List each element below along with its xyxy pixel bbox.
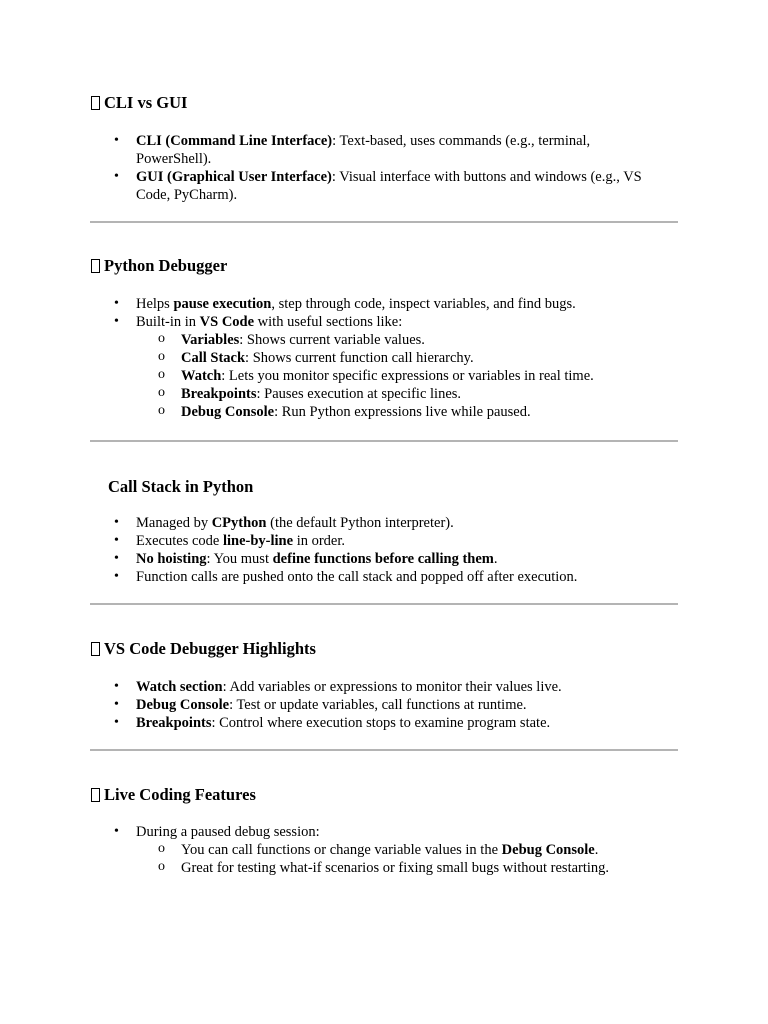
bullet-list [0, 823, 768, 877]
list-item: • Executes code line-by-line in order. [114, 533, 346, 549]
section-heading-cli-vs-gui: CLI vs GUI [91, 93, 187, 113]
section-heading-live-coding: Live Coding Features [91, 785, 256, 805]
horizontal-rule [90, 603, 678, 605]
list-item: • Built-in in VS Code with useful sections like: o Variables: Shows current variable values. o Call Stack: Shows current function call hierarchy. o Watch: Lets you monitor specific expressions or variables in real time. o Breakpoints: Pauses execution at specific lines. o Debug Console: Run Python expressions live while paused. [0, 313, 666, 421]
sub-list-item: o Breakpoints: Pauses execution at specific lines. [158, 385, 462, 402]
sub-list-item: o Call Stack: Shows current function call hierarchy. [158, 349, 474, 366]
sub-list-item: o Great for testing what-if scenarios or fixing small bugs without restarting. [158, 859, 610, 876]
bullet-list [0, 678, 768, 732]
section-heading-python-debugger: Python Debugger [91, 256, 227, 276]
list-item: • CLI (Command Line Interface): Text-based, uses commands (e.g., terminal, PowerShell). [114, 133, 591, 167]
bullet-icon: • [114, 697, 119, 712]
sub-bullet-icon: o [158, 349, 165, 364]
bullet-list [0, 514, 768, 586]
sub-bullet-icon: o [158, 403, 165, 418]
list-item: • Watch section: Add variables or expressions to monitor their values live. [114, 679, 562, 695]
sub-bullet-icon: o [158, 367, 165, 382]
list-item: • Debug Console: Test or update variables, call functions at runtime. [114, 697, 527, 713]
sub-bullet-icon: o [158, 331, 165, 346]
bullet-icon: • [114, 569, 119, 584]
sub-bullet-list [136, 331, 666, 421]
sub-bullet-icon: o [158, 859, 165, 874]
sub-bullet-icon: o [158, 385, 165, 400]
missing-glyph-icon [91, 788, 100, 802]
section-heading-call-stack: Call Stack in Python [108, 477, 254, 496]
sub-bullet-icon: o [158, 841, 165, 856]
horizontal-rule [90, 749, 678, 751]
list-item: • Helps pause execution, step through code, inspect variables, and find bugs. [114, 296, 576, 312]
horizontal-rule [90, 440, 678, 442]
missing-glyph-icon [91, 96, 100, 110]
list-item: • During a paused debug session: o You can call functions or change variable values in the Debug Console. o Great for testing what-if scenarios or fixing small bugs without restarting. [0, 823, 666, 877]
sub-bullet-list [136, 841, 666, 877]
list-item: • No hoisting: You must define functions before calling them. [114, 551, 498, 567]
bullet-icon: • [114, 679, 119, 694]
bullet-list [0, 295, 768, 421]
sub-list-item: o Variables: Shows current variable values. [158, 331, 425, 348]
sub-list-item: o You can call functions or change variable values in the Debug Console. [158, 841, 599, 858]
section-heading-vscode-debugger: VS Code Debugger Highlights [91, 639, 316, 659]
list-item: • GUI (Graphical User Interface): Visual interface with buttons and windows (e.g., VS Code, PyCharm). [114, 169, 642, 203]
bullet-icon: • [114, 314, 119, 329]
bullet-icon: • [114, 533, 119, 548]
missing-glyph-icon [91, 259, 100, 273]
list-item: • Breakpoints: Control where execution stops to examine program state. [114, 715, 551, 731]
bullet-icon: • [114, 296, 119, 311]
sub-list-item: o Debug Console: Run Python expressions live while paused. [158, 403, 531, 420]
bullet-icon: • [114, 133, 119, 148]
bullet-icon: • [114, 715, 119, 730]
list-item: • Function calls are pushed onto the call stack and popped off after execution. [114, 569, 578, 585]
bullet-icon: • [114, 824, 119, 839]
missing-glyph-icon [91, 642, 100, 656]
bullet-list [0, 132, 768, 204]
bullet-icon: • [114, 551, 119, 566]
horizontal-rule [90, 221, 678, 223]
bullet-icon: • [114, 515, 119, 530]
bullet-icon: • [114, 169, 119, 184]
sub-list-item: o Watch: Lets you monitor specific expressions or variables in real time. [158, 367, 594, 384]
list-item: • Managed by CPython (the default Python interpreter). [114, 515, 454, 531]
